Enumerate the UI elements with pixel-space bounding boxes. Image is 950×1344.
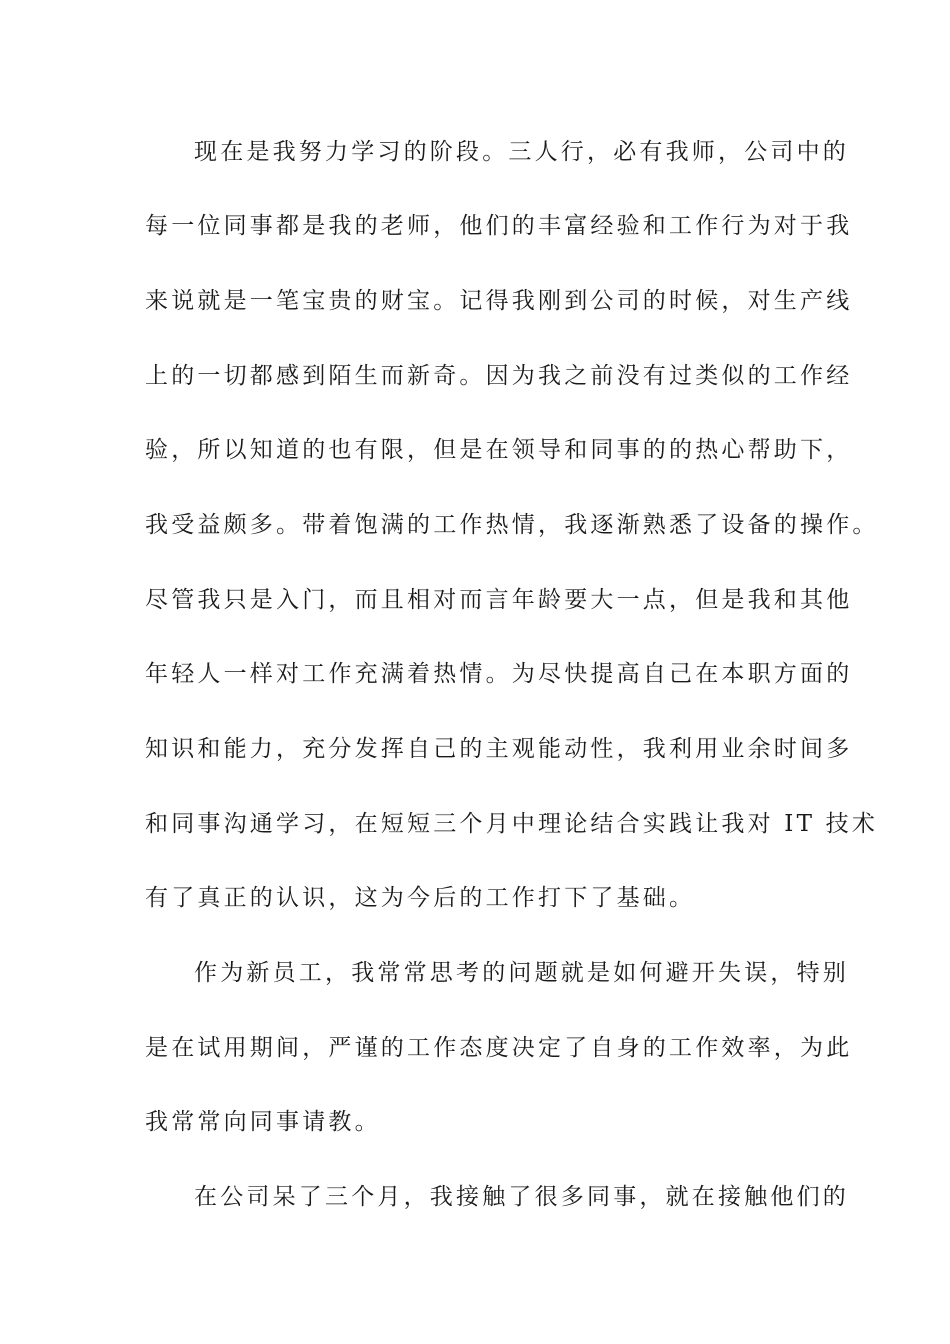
paragraph-line: 是在试用期间，严谨的工作态度决定了自身的工作效率，为此 <box>145 1035 853 1061</box>
paragraph-line: 每一位同事都是我的老师，他们的丰富经验和工作行为对于我 <box>145 213 853 239</box>
paragraph-line: 作为新员工，我常常思考的问题就是如何避开失误，特别 <box>194 960 849 986</box>
paragraph-line: 知识和能力，充分发挥自己的主观能动性，我利用业余时间多 <box>145 736 853 762</box>
paragraph-line: 有了真正的认识，这为今后的工作打下了基础。 <box>145 885 696 911</box>
paragraph-line: 我常常向同事请教。 <box>145 1109 381 1135</box>
paragraph-line: 来说就是一笔宝贵的财宝。记得我刚到公司的时候，对生产线 <box>145 288 853 314</box>
paragraph-line: 上的一切都感到陌生而新奇。因为我之前没有过类似的工作经 <box>145 363 853 389</box>
paragraph-line: 和同事沟通学习，在短短三个月中理论结合实践让我对 IT 技术 <box>145 811 879 837</box>
paragraph-line: 验，所以知道的也有限，但是在领导和同事的的热心帮助下， <box>145 437 853 463</box>
paragraph-line: 尽管我只是入门，而且相对而言年龄要大一点，但是我和其他 <box>145 587 853 613</box>
paragraph-line: 我受益颇多。带着饱满的工作热情，我逐渐熟悉了设备的操作。 <box>145 512 879 538</box>
paragraph-line: 年轻人一样对工作充满着热情。为尽快提高自己在本职方面的 <box>145 661 853 687</box>
paragraph-line: 现在是我努力学习的阶段。三人行，必有我师，公司中的 <box>194 139 849 165</box>
paragraph-line: 在公司呆了三个月，我接触了很多同事，就在接触他们的 <box>194 1184 849 1210</box>
